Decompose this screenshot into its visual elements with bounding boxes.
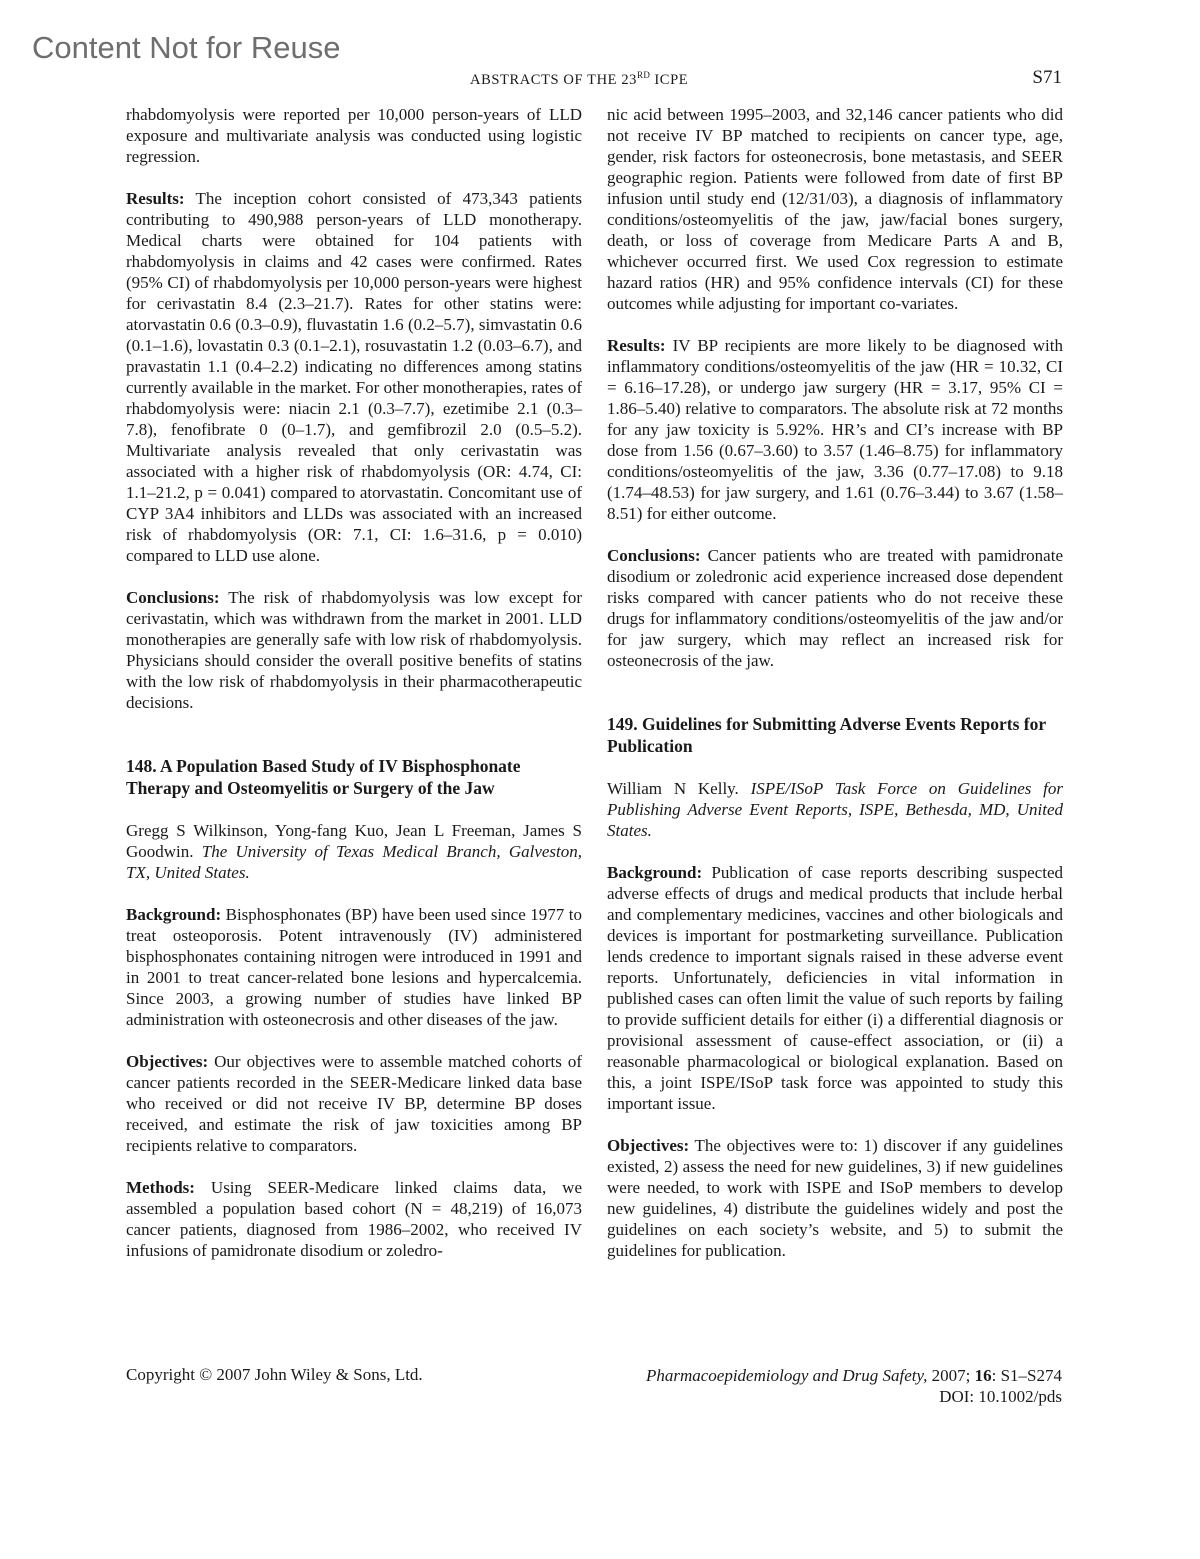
results-heading: Results: bbox=[126, 189, 185, 208]
abstract-148-background bbox=[126, 904, 582, 1030]
journal-pages: : S1–S274 bbox=[991, 1366, 1062, 1385]
background-text: Bisphosphonates (BP) have been used since 1977 to treat osteoporosis. Potent intravenously (IV) administered bisphosphonates containing nitrogen were introduced in 1991 and in 2001 to treat cancer-related bone lesions and hypercalcemia. Since 2003, a growing number of studies have linked BP administration with osteonecrosis and other diseases of the jaw. bbox=[126, 905, 582, 1029]
author-list: William N Kelly. bbox=[607, 779, 739, 798]
affiliation: ISPE/ISoP Task Force on Guidelines for Publishing Adverse Event Reports, ISPE, Bethesda, MD, United States. bbox=[607, 779, 1063, 840]
background-heading: Background: bbox=[126, 905, 222, 924]
conclusions-text: The risk of rhabdomyolysis was low except for cerivastatin, which was withdrawn from the market in 2001. LLD monotherapies are generally safe with low risk of rhabdomyolysis. Physicians should consider the overall positive benefits of statins with the low risk of rhabdomyolysis in their pharmacotherapeutic decisions. bbox=[126, 588, 582, 712]
abstract-148-authors bbox=[126, 820, 582, 883]
objectives-text: Our objectives were to assemble matched cohorts of cancer patients recorded in the SEER-Medicare linked data base who received or did not receive IV BP, determine BP doses received, and estimate the risk of jaw toxicities among BP recipients relative to comparators. bbox=[126, 1052, 582, 1155]
running-head-suffix: ICPE bbox=[650, 71, 689, 88]
left-column bbox=[126, 104, 582, 1261]
journal-name: Pharmacoepidemiology and Drug Safety, bbox=[645, 1366, 928, 1385]
results-text: The inception cohort consisted of 473,343 patients contributing to 490,988 person-years of LLD monotherapy. Medical charts were obtained for 104 patients with rhabdomyolysis in claims and 42 cases were confirmed. Rates (95% CI) of rhabdomyolysis per 10,000 person-years were highest for cerivastatin 8.4 (2.3–21.7). Rates for other statins were: atorvastatin 0.6 (0.3–0.9), fluvastatin 1.6 (0.2–5.7), simvastatin 0.6 (0.1–1.6), lovastatin 0.3 (0.1–2.1), rosuvastatin 1.2 (0.03–6.7), and pravastatin 1.1 (0.4–2.2) indicating no differences among statins currently available in the market. For other monotherapies, rates of rhabdomyolysis were: niacin 2.1 (0.3–7.7), ezetimibe 2.1 (0.3–7.8), fenofibrate 0 (0–1.7), and gemfibrozil 2.0 (0.5–5.2). Multivariate analysis revealed that only cerivastatin was associated with a higher risk of rhabdomyolysis (OR: 4.74, CI: 1.1–21.2, p = 0.041) compared to atorvastatin. Concomitant use of CYP 3A4 inhibitors and LLDs was associated with an increased risk of rhabdomyolysis (OR: 7.1, CI: 1.6–31.6, p = 0.010) compared to LLD use alone. bbox=[126, 189, 582, 565]
abstract-149-background bbox=[607, 862, 1063, 1114]
objectives-heading: Objectives: bbox=[126, 1052, 209, 1071]
conclusions-heading: Conclusions: bbox=[126, 588, 220, 607]
conclusions-section bbox=[607, 545, 1063, 671]
results-section bbox=[607, 335, 1063, 524]
journal-volume: 16 bbox=[974, 1366, 992, 1385]
abstract-148-objectives bbox=[126, 1051, 582, 1156]
running-head-superscript: RD bbox=[637, 70, 651, 80]
abstract-149-title: 149. Guidelines for Submitting Adverse Events Reports for Publication bbox=[607, 714, 1046, 756]
conclusions-heading: Conclusions: bbox=[607, 546, 701, 565]
results-heading: Results: bbox=[607, 336, 666, 355]
author-list: Gregg S Wilkinson, Yong-fang Kuo, Jean L Freeman, James S Goodwin. bbox=[126, 821, 582, 861]
background-heading: Background: bbox=[607, 863, 703, 882]
results-text: IV BP recipients are more likely to be diagnosed with inflammatory conditions/osteomyelitis of the jaw (HR = 10.32, CI = 6.16–17.28), or undergo jaw surgery (HR = 3.17, 95% CI = 1.86–5.40) relative to comparators. The absolute risk at 72 months for any jaw toxicity is 5.92%. HR’s and CI’s increase with BP dose from 1.56 (0.67–3.60) to 3.57 (1.46–8.75) for inflammatory conditions/osteomyelitis of the jaw, 3.36 (0.77–17.08) to 9.18 (1.74–48.53) for jaw surgery, and 1.61 (0.76–3.44) to 3.67 (1.58–8.51) for either outcome. bbox=[607, 336, 1063, 523]
results-section bbox=[126, 188, 582, 566]
methods-heading: Methods: bbox=[126, 1178, 195, 1197]
journal-year: 2007; bbox=[927, 1366, 975, 1385]
running-head bbox=[470, 70, 688, 89]
continuation-paragraph: nic acid between 1995–2003, and 32,146 cancer patients who did not receive IV BP matched to recipients on cancer type, age, gender, risk factors for osteonecrosis, bone metastasis, and SEER geographic region. Patients were followed from date of first BP infusion until study end (12/31/03), a diagnosis of inflammatory conditions/osteomyelitis of the jaw, jaw/facial bones surgery, death, or loss of coverage from Medicare Parts A and B, whichever occurred first. We used Cox regression to estimate hazard ratios (HR) and 95% confidence intervals (CI) for these outcomes while adjusting for important co-variates. bbox=[607, 105, 1063, 313]
affiliation: The University of Texas Medical Branch, Galveston, TX, United States. bbox=[126, 842, 582, 882]
abstract-148-methods bbox=[126, 1177, 582, 1261]
abstract-149-authors bbox=[607, 778, 1063, 841]
journal-citation bbox=[646, 1365, 1062, 1407]
conclusions-section bbox=[126, 587, 582, 713]
running-head-text: ABSTRACTS OF THE 23 bbox=[470, 71, 638, 88]
conclusions-text: Cancer patients who are treated with pamidronate disodium or zoledronic acid experience increased dose dependent risks compared with cancer patients who do not receive these drugs for inflammatory conditions/osteomyelitis of the jaw and/or for jaw surgery, which may reflect an increased risk for osteonecrosis of the jaw. bbox=[607, 546, 1063, 670]
abstract-149-objectives bbox=[607, 1135, 1063, 1261]
methods-text: Using SEER-Medicare linked claims data, we assembled a population based cohort (N = 48,219) of 16,073 cancer patients, diagnosed from 1986–2002, who received IV infusions of pamidronate disodium or zoledro- bbox=[126, 1178, 582, 1260]
right-column bbox=[607, 104, 1063, 1261]
page-number: S71 bbox=[1032, 67, 1062, 88]
objectives-heading: Objectives: bbox=[607, 1136, 690, 1155]
copyright-notice: Copyright © 2007 John Wiley & Sons, Ltd. bbox=[126, 1365, 423, 1384]
objectives-text: The objectives were to: 1) discover if any guidelines existed, 2) assess the need for new guidelines, 3) if new guidelines were needed, to work with ISPE and ISoP members to develop new guidelines, 4) distribute the guidelines widely and post the guidelines on each society’s website, and 5) to submit the guidelines for publication. bbox=[607, 1136, 1063, 1260]
doi: DOI: 10.1002/pds bbox=[939, 1387, 1062, 1406]
background-text: Publication of case reports describing suspected adverse effects of drugs and medical products that include herbal and complementary medicines, vaccines and other biologicals and devices is important for postmarketing surveillance. Publication lends credence to important signals raised in these adverse event reports. Unfortunately, deficiencies in vital information in published cases can often limit the value of such reports by failing to provide sufficient details for either (i) a differential diagnosis or provisional assessment of cause-effect association, or (ii) a reasonable pharmacological or biological explanation. Based on this, a joint ISPE/ISoP task force was appointed to study this important issue. bbox=[607, 863, 1063, 1113]
continuation-paragraph: rhabdomyolysis were reported per 10,000 person-years of LLD exposure and multivariate analysis was conducted using logistic regression. bbox=[126, 105, 582, 166]
watermark: Content Not for Reuse bbox=[32, 30, 341, 65]
abstract-148-title: 148. A Population Based Study of IV Bisphosphonate Therapy and Osteomyelitis or Surgery of the Jaw bbox=[126, 756, 521, 798]
